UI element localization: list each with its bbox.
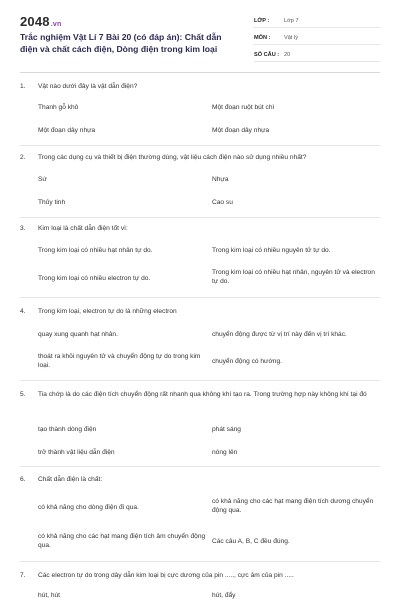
answer-option[interactable]: có khả năng cho các hạt mang điện tích âm chuyển động qua.	[38, 533, 206, 549]
answer-option[interactable]: Một đoạn ruột bút chì	[212, 104, 275, 111]
answer-option[interactable]: Sứ	[38, 176, 47, 183]
question-number: 1.	[20, 83, 26, 90]
meta-value: Lớp 7	[284, 17, 299, 24]
meta-row-count	[254, 48, 380, 62]
question-head	[20, 307, 380, 316]
question-text: Vật nào dưới đây là vật dẫn điện?	[38, 83, 138, 90]
question-divider	[20, 217, 380, 218]
answer-option[interactable]: Thủy tinh	[38, 199, 66, 206]
meta-label: SỐ CÂU :	[254, 51, 280, 58]
answer-option[interactable]: Trong kim loại có nhiều hạt nhân tự do.	[38, 247, 153, 254]
meta-label: MÔN :	[254, 34, 271, 41]
meta-value: Vật lý	[284, 34, 298, 41]
question-head	[20, 571, 380, 580]
answer-option[interactable]: có khả năng cho dòng điện đi qua.	[38, 504, 139, 511]
answer-option[interactable]: quay xung quanh hạt nhân.	[38, 331, 118, 338]
question-text: Trong kim loại, electron tự do là những electron	[38, 308, 177, 315]
header	[0, 0, 400, 72]
answer-option[interactable]: Thanh gỗ khô	[38, 104, 79, 111]
answer-option[interactable]: nóng lên	[212, 449, 238, 456]
question-number: 2.	[20, 154, 26, 161]
answer-option[interactable]: Các câu A, B, C đều đúng.	[212, 538, 290, 545]
page-title: Trắc nghiệm Vật Lí 7 Bài 20 (có đáp án): Chất dẫn điện và chất cách điện, Dòng điện trong kim loại	[20, 32, 222, 54]
question-6	[20, 475, 380, 484]
question-number: 3.	[20, 225, 26, 232]
question-text: Kim loại là chất dẫn điện tốt vì:	[38, 225, 128, 232]
question-text: Các electron tự do trong dây dẫn kim loại bị cực dương của pin ....., cực âm của pin .....	[38, 572, 294, 579]
answer-option[interactable]: có khả năng cho các hạt mang điện tích dương chuyển động qua.	[212, 498, 374, 514]
question-head	[20, 153, 380, 162]
question-3	[20, 224, 380, 233]
question-text: Chất dẫn điện là chất:	[38, 476, 103, 483]
meta-info	[254, 14, 380, 65]
answer-option[interactable]: Một đoạn dây nhựa	[38, 127, 96, 134]
question-divider	[20, 380, 380, 381]
answer-option[interactable]: Trong kim loại có nhiều electron tự do.	[38, 275, 151, 282]
question-2	[20, 153, 380, 162]
meta-label: LỚP :	[254, 17, 270, 24]
question-head	[20, 224, 380, 233]
question-1	[20, 82, 380, 91]
answer-option[interactable]: trở thành vật liệu dẫn điện	[38, 449, 115, 456]
question-head	[20, 82, 380, 91]
answer-option[interactable]: Trong kim loại có nhiều hạt nhân, nguyên tử và electron tự do.	[212, 269, 375, 285]
question-number: 7.	[20, 572, 26, 579]
question-4	[20, 307, 380, 316]
answer-option[interactable]: Trong kim loại có nhiều nguyên tử tự do.	[212, 247, 331, 254]
meta-row-class	[254, 14, 380, 28]
question-number: 5.	[20, 391, 26, 398]
question-divider	[20, 297, 380, 298]
answer-option[interactable]: Cao su	[212, 199, 233, 206]
answer-option[interactable]: Nhựa	[212, 176, 229, 183]
answer-option[interactable]: chuyển động được từ vị trí này đến vị trí khác.	[212, 331, 347, 338]
question-divider	[20, 145, 380, 146]
question-7	[20, 571, 380, 580]
question-head	[20, 475, 380, 484]
question-text: Tia chớp là do các điện tích chuyển động rất nhanh qua không khí tạo ra. Trong trường hợp này không khí tại đó	[38, 391, 367, 398]
meta-value: 20	[284, 51, 291, 58]
logo-text: 2048	[20, 14, 50, 29]
answer-option[interactable]: hút, đẩy	[212, 592, 236, 599]
logo-suffix: .vn	[50, 21, 62, 28]
answer-option[interactable]: chuyển động có hướng.	[212, 358, 282, 365]
question-number: 4.	[20, 308, 26, 315]
question-number: 6.	[20, 476, 26, 483]
question-5	[20, 390, 380, 399]
header-divider	[20, 72, 380, 73]
question-head	[20, 390, 380, 399]
answer-option[interactable]: hút, hút	[38, 592, 60, 599]
answer-option[interactable]: Một đoạn dây nhựa	[212, 127, 270, 134]
meta-row-subject	[254, 31, 380, 45]
question-divider	[20, 466, 380, 467]
answer-option[interactable]: phát sáng	[212, 426, 241, 433]
answer-option[interactable]: tạo thành dòng điện	[38, 426, 97, 433]
question-divider	[20, 561, 380, 562]
site-logo[interactable]	[20, 14, 61, 29]
question-text: Trong các dụng cụ và thiết bị điện thường dùng, vật liệu cách điện nào sử dụng nhiều nhất?	[38, 154, 307, 161]
answer-option[interactable]: thoát ra khỏi nguyên tử và chuyển động tự do trong kim loại.	[38, 353, 201, 369]
